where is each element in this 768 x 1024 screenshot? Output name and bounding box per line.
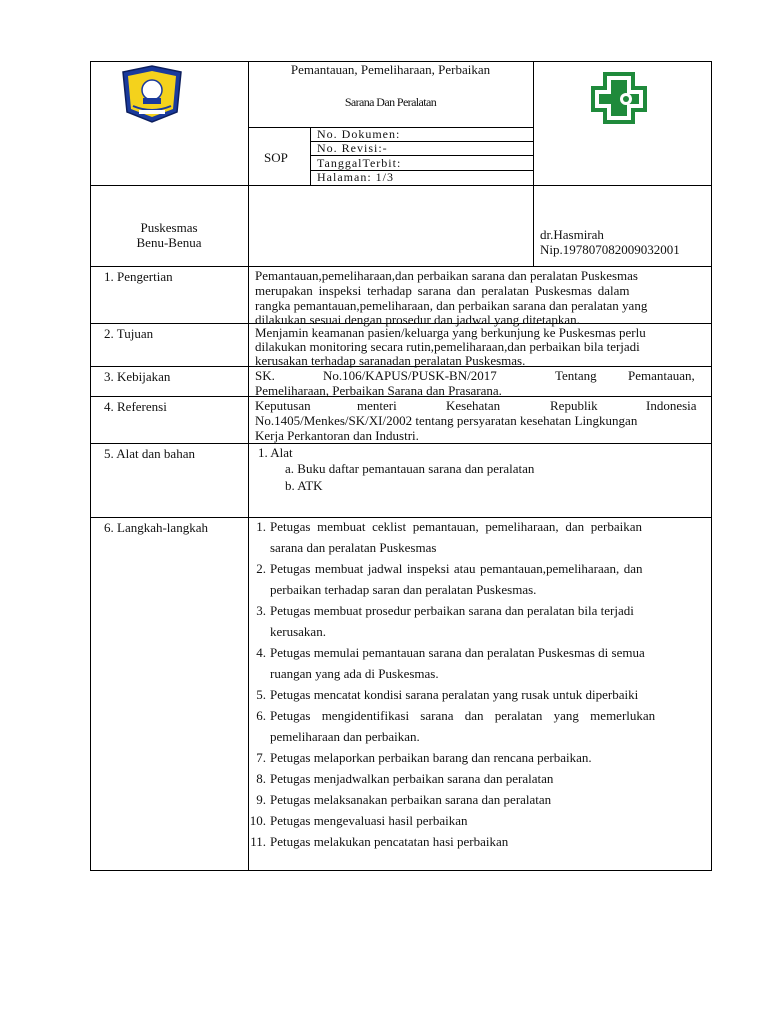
issue-date-field: TanggalTerbit: [317,156,402,170]
text-word: Tentang [555,368,597,383]
revision-field: No. Revisi:- [317,141,388,155]
text-line: rangka pemantauan,pemeliharaan, dan perbaikan sarana dan peralatan yang [255,298,648,313]
section-label-pengertian: 1. Pengertian [104,269,173,284]
signer-name: dr.Hasmirah [540,227,604,242]
list-item: a. Buku daftar pemantauan sarana dan peralatan [285,461,535,476]
section-body-langkah: 1. Petugas membuat ceklist pemantauan, pemeliharaan, dan perbaikan sarana dan peralatan Puskesmas 2. Petugas membuat jadwal inspeksi atau pemantauan,pemeliharaan, dan perbaikan terhadap saran dan peralatan Puskesmas. 3. Petugas membuat prosedur perbaikan sarana dan peralatan bila terjadi kerusakan. 4. Petugas memulai pemantauan sarana dan peralatan Puskesmas di semua ruangan yang ada di Puskesmas. 5. Petugas mencatat kondisi sarana peralatan yang rusak untuk diperbaiki 6. Petugas mengidentifikasi sarana dan peralatan yang memerlukan pemeliharaan dan perbaikan. 7. Petugas melaporkan perbaikan barang dan rencana perbaikan. 8. Petugas menjadwalkan perbaikan sarana dan peralatan 9. Petugas melaksanakan perbaikan sarana dan peralatan 10. Petugas mengevaluasi hasil perbaikan 11. Petugas melakukan pencatatan hasi perbaikan [249,519,656,849]
section-label-alat: 5. Alat dan bahan [104,446,195,461]
text-word: Pemantauan, [628,368,695,383]
org-name-line1: Puskesmas [140,220,198,235]
text-line: Pemeliharaan, Perbaikan Sarana dan Prasarana. [255,383,502,398]
section-label-referensi: 4. Referensi [104,399,167,414]
text-word: Kesehatan [446,398,501,413]
text-line: merupakan inspeksi terhadap sarana dan peralatan Puskesmas dalam [255,283,630,298]
list-item: 1. Alat [258,445,293,460]
text-line: Menjamin keamanan pasien/keluarga yang berkunjung ke Puskesmas perlu [255,325,646,340]
text-word: Keputusan [255,398,311,413]
text-word: SK. [255,368,275,383]
document-title-line2: Sarana Dan Peralatan [344,95,437,109]
text-line: Pemantauan,pemeliharaan,dan perbaikan sarana dan peralatan Puskesmas [255,268,638,283]
section-label-tujuan: 2. Tujuan [104,326,154,341]
text-line: Kerja Perkantoran dan Industri. [255,428,419,443]
text-line: dilakukan sesuai dengan prosedur dan jadwal yang ditetapkan. [255,312,580,327]
text-word: No.106/KAPUS/PUSK-BN/2017 [323,368,497,383]
doc-number-field: No. Dokumen: [317,127,401,141]
text-word: menteri [357,398,397,413]
sop-label: SOP [264,150,288,165]
section-label-langkah: 6. Langkah-langkah [104,520,208,535]
page-field: Halaman: 1/3 [317,170,394,184]
text-word: Indonesia [646,398,697,413]
section-label-kebijakan: 3. Kebijakan [104,369,171,384]
puskesmas-cross-icon [589,70,649,126]
text-line: kerusakan terhadap saranadan peralatan Puskesmas. [255,353,526,368]
text-line: No.1405/Menkes/SK/XI/2002 tentang persyaratan kesehatan Lingkungan [255,413,638,428]
signer-nip: Nip.197807082009032001 [540,242,680,257]
org-name-line2: Benu-Benua [136,235,202,250]
district-emblem-icon [119,64,185,124]
document-title-line1: Pemantauan, Pemeliharaan, Perbaikan [290,62,491,77]
list-item: b. ATK [285,478,323,493]
text-word: Republik [550,398,598,413]
text-line: dilakukan monitoring secara rutin,pemeliharaan,dan perbaikan bila terjadi [255,339,640,354]
